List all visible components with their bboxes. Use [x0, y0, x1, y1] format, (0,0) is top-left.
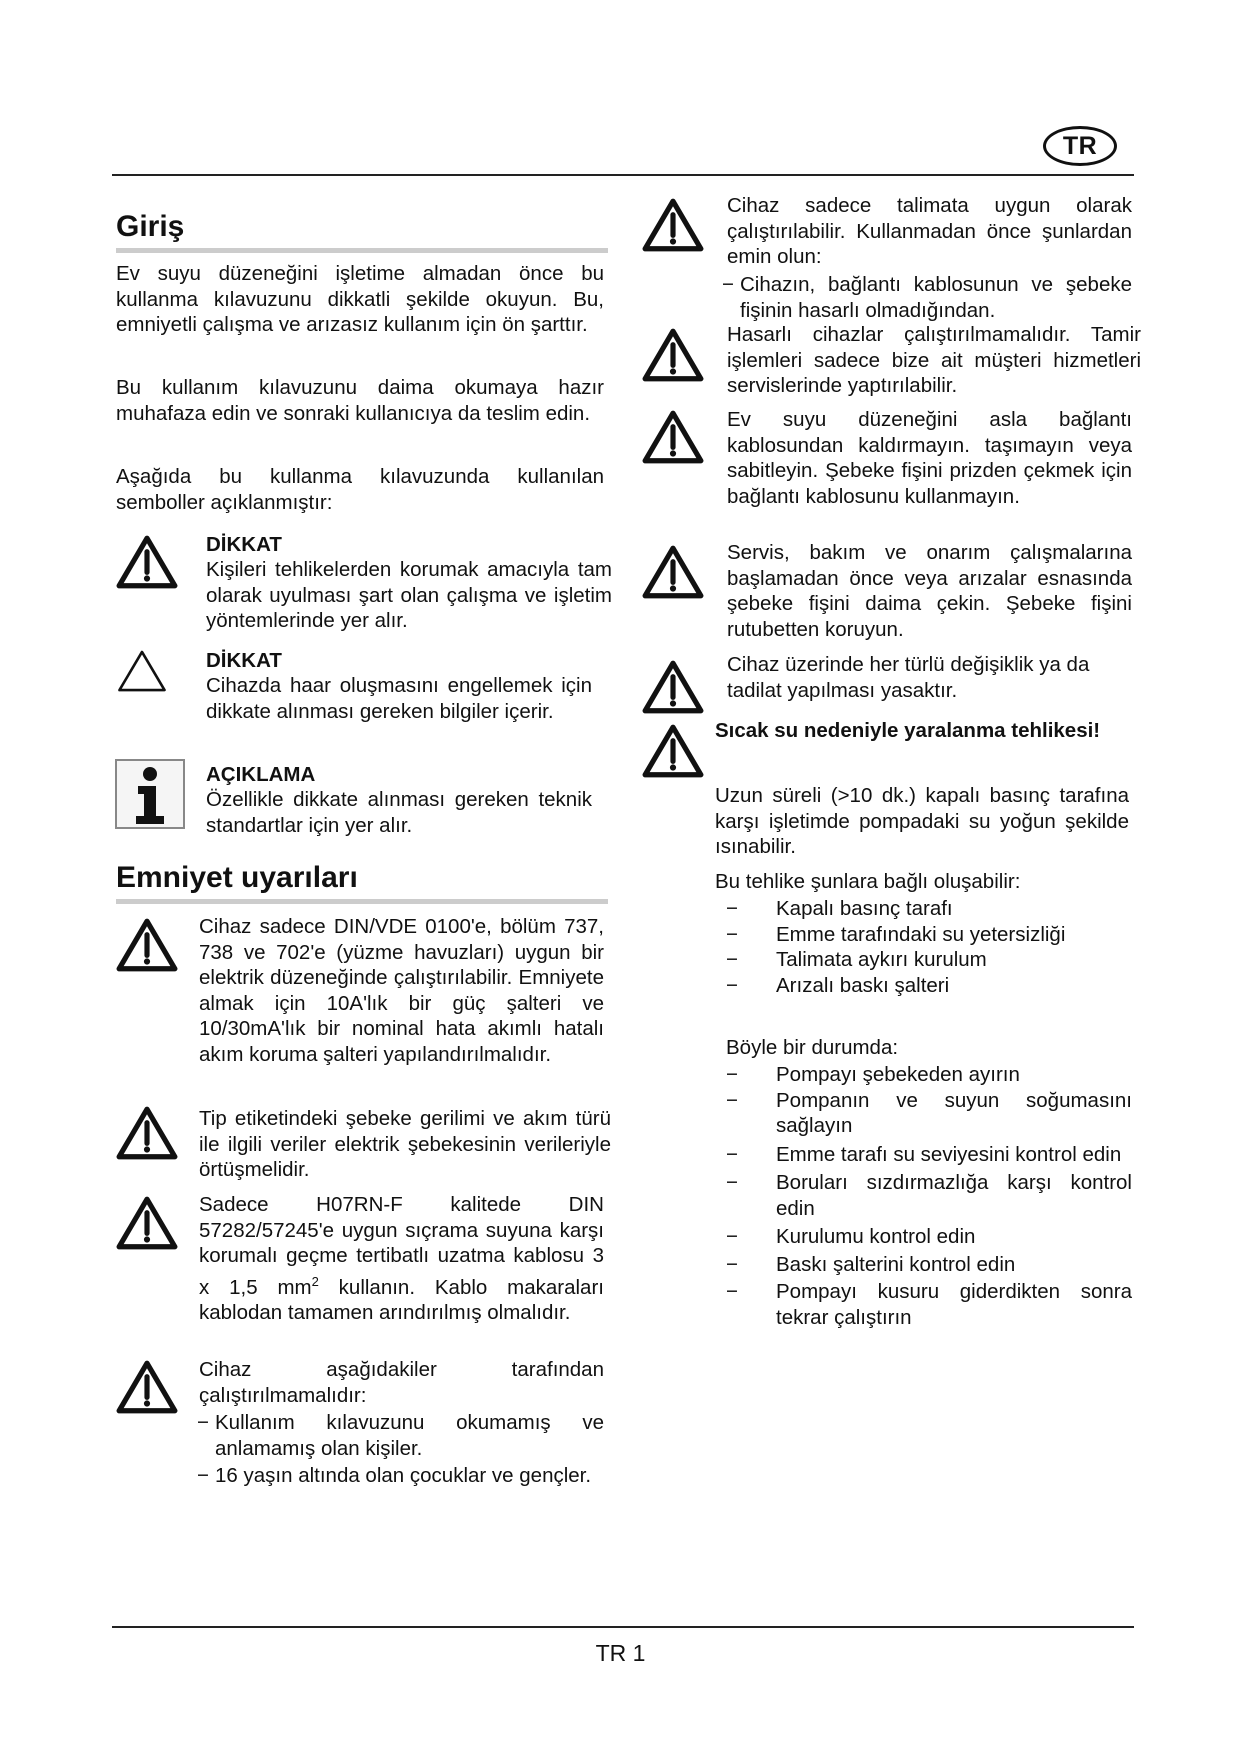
list-item: − Emme tarafındaki su yetersizliği	[726, 922, 1066, 946]
warning-exclamation-icon	[642, 328, 704, 382]
warning-exclamation-icon	[116, 535, 178, 589]
list-item: − Pompayı şebekeden ayırın	[726, 1063, 1020, 1086]
list-item-text: Pompanın ve suyun soğumasını sağlayın	[776, 1088, 1132, 1137]
warning-exclamation-icon	[642, 198, 704, 252]
right-paragraph-2: Hasarlı cihazlar çalıştırılmamalıdır. Tamir işlemleri sadece bize ait müşteri hizmetleri servislerinde yaptırılabilir.	[727, 323, 1141, 397]
case-steps-list	[726, 1062, 1132, 1330]
list-item: − Kurulumu kontrol edin	[726, 1225, 976, 1248]
safety-item-3-superscript: 2	[311, 1273, 319, 1289]
symbol-2-title: DİKKAT	[206, 649, 282, 672]
list-item: − Boruları sızdırmazlığa karşı kontrol edin	[726, 1171, 1132, 1220]
list-item: − Baskı şalterini kontrol edin	[726, 1252, 1016, 1276]
right-paragraph-3: Ev suyu düzeneğini asla bağlantı kablosundan kaldırmayın. taşımayın veya sabitleyin. Şebeke fişini prizden çekmek için bağlantı kablosunu kullanmayın.	[727, 408, 1132, 508]
page-number: TR 1	[595, 1640, 646, 1666]
list-item-text: Boruları sızdırmazlığa karşı kontrol edin	[776, 1171, 1132, 1220]
warning-exclamation-icon	[642, 545, 704, 599]
list-item: − Arızalı baskı şalteri	[726, 973, 950, 997]
right-paragraph-1: Cihaz sadece talimata uygun olarak çalıştırılabilir. Kullanmadan önce şunlardan emin olun:	[727, 194, 1132, 268]
list-item: − Cihazın, bağlantı kablosunun ve şebeke fişinin hasarlı olmadığından.	[722, 273, 1132, 322]
list-item-text: Arızalı baskı şalteri	[776, 973, 950, 997]
safety-item-3	[199, 1192, 604, 1325]
safety-item-2: Tip etiketindeki şebeke gerilimi ve akım türü ile ilgili veriler elektrik şebekesinin verileriyle örtüşmelidir.	[199, 1107, 611, 1181]
list-item-text: Cihazın, bağlantı kablosunun ve şebeke fişinin hasarlı olmadığından.	[740, 273, 1132, 322]
list-item: − Pompayı kusuru giderdikten sonra tekrar çalıştırın	[726, 1280, 1132, 1329]
list-item: − Emme tarafı su seviyesini kontrol edin	[726, 1142, 1122, 1166]
check-list	[722, 272, 1132, 323]
causes-list	[726, 896, 1132, 998]
safety-heading: Emniyet uyarıları	[116, 861, 358, 894]
hot-water-warning-title: Sıcak su nedeniyle yaralanma tehlikesi!	[715, 719, 1101, 742]
intro-heading-underline	[116, 248, 608, 253]
causes-intro: Bu tehlike şunlara bağlı oluşabilir:	[715, 870, 1021, 893]
warning-exclamation-icon	[116, 1196, 178, 1250]
right-paragraph-5: Cihaz üzerinde her türlü değişiklik ya da tadilat yapılması yasaktır.	[727, 653, 1090, 702]
symbol-1-title: DİKKAT	[206, 533, 282, 556]
list-item: − Talimata aykırı kurulum	[726, 948, 987, 971]
list-item-text: Kullanım kılavuzunu okumamış ve anlamamış olan kişiler.	[215, 1411, 604, 1460]
not-operate-by-list	[197, 1410, 604, 1489]
list-item-text: Pompayı şebekeden ayırın	[776, 1063, 1020, 1086]
intro-paragraph-3: Aşağıda bu kullanma kılavuzunda kullanılan semboller açıklanmıştır:	[116, 465, 604, 514]
safety-item-3-text-end: kullanın. Kablo makaraları kablodan tamamen arındırılmış olmalıdır.	[199, 1275, 604, 1324]
safety-item-1: Cihaz sadece DIN/VDE 0100'e, bölüm 737, 738 ve 702'e (yüzme havuzları) uygun bir elektrik düzeneğinde çalıştırılabilir. Emniyete almak için 10A'lık bir güç şalteri ve 10/30mA'lık bir nominal hata akımlı hatalı akım koruma şalteri yapılandırılmalıdır.	[199, 915, 604, 1066]
safety-item-3-text: Sadece H07RN-F kalitede DIN 57282/57245'e uygun sıçrama suyuna karşı korumalı geçme tertibatlı uzatma kablosu 3 x 1,5 mm	[199, 1193, 604, 1299]
symbol-3-title: AÇIKLAMA	[206, 763, 316, 786]
hot-water-paragraph: Uzun süreli (>10 dk.) kapalı basınç tarafına karşı işletimde pompadaki su yoğun şekilde ısınabilir.	[715, 784, 1129, 858]
list-item: − Kullanım kılavuzunu okumamış ve anlamamış olan kişiler.	[197, 1411, 604, 1460]
list-item-text: 16 yaşın altında olan çocuklar ve gençler.	[215, 1464, 592, 1487]
list-item: − Pompanın ve suyun soğumasını sağlayın	[726, 1088, 1132, 1137]
warning-exclamation-icon	[642, 410, 704, 464]
right-paragraph-4: Servis, bakım ve onarım çalışmalarına başlamadan önce veya arızalar esnasında şebeke fişini daima çekin. Şebeke fişini rutubetten koruyun.	[727, 541, 1132, 641]
intro-heading: Giriş	[116, 210, 185, 243]
safety-heading-underline	[116, 899, 608, 904]
list-item-text: Pompayı kusuru giderdikten sonra tekrar çalıştırın	[776, 1280, 1132, 1329]
symbol-1-text: Kişileri tehlikelerden korumak amacıyla tam olarak uyulması şart olan çalışma ve işletim yöntemlerinde yer alır.	[206, 558, 612, 632]
list-item-text: Emme tarafındaki su yetersizliği	[776, 922, 1066, 946]
list-item-text: Kurulumu kontrol edin	[776, 1225, 976, 1248]
warning-exclamation-icon	[116, 1106, 178, 1160]
intro-paragraph-1: Ev suyu düzeneğini işletime almadan önce bu kullanma kılavuzunu dikkatli şekilde okuyun. Bu, emniyetli çalışma ve arızasız kullanım için ön şarttır.	[116, 262, 604, 336]
warning-exclamation-icon	[642, 724, 704, 778]
safety-item-4: Cihaz aşağıdakiler tarafından çalıştırılmamalıdır:	[199, 1358, 604, 1407]
info-icon	[114, 758, 186, 830]
list-item-text: Kapalı basınç tarafı	[776, 897, 953, 920]
warning-exclamation-icon	[642, 660, 704, 714]
warning-exclamation-icon	[116, 1360, 178, 1414]
intro-paragraph-2: Bu kullanım kılavuzunu daima okumaya hazır muhafaza edin ve sonraki kullanıcıya da teslim edin.	[116, 376, 604, 425]
warning-exclamation-icon	[116, 918, 178, 972]
list-item: − 16 yaşın altında olan çocuklar ve gençler.	[197, 1464, 592, 1487]
list-item-text: Emme tarafı su seviyesini kontrol edin	[776, 1142, 1122, 1166]
symbol-2-text: Cihazda haar oluşmasını engellemek için dikkate alınması gereken bilgiler içerir.	[206, 674, 592, 723]
symbol-3-text: Özellikle dikkate alınması gereken teknik standartlar için yer alır.	[206, 788, 592, 837]
list-item-text: Baskı şalterini kontrol edin	[776, 1252, 1016, 1276]
warning-triangle-outline-icon	[116, 648, 168, 694]
language-badge: TR	[1043, 126, 1117, 166]
list-item-text: Talimata aykırı kurulum	[776, 948, 987, 971]
case-intro: Böyle bir durumda:	[726, 1036, 899, 1059]
header-rule	[112, 174, 1134, 176]
footer-rule	[112, 1626, 1134, 1628]
list-item: − Kapalı basınç tarafı	[726, 897, 953, 920]
